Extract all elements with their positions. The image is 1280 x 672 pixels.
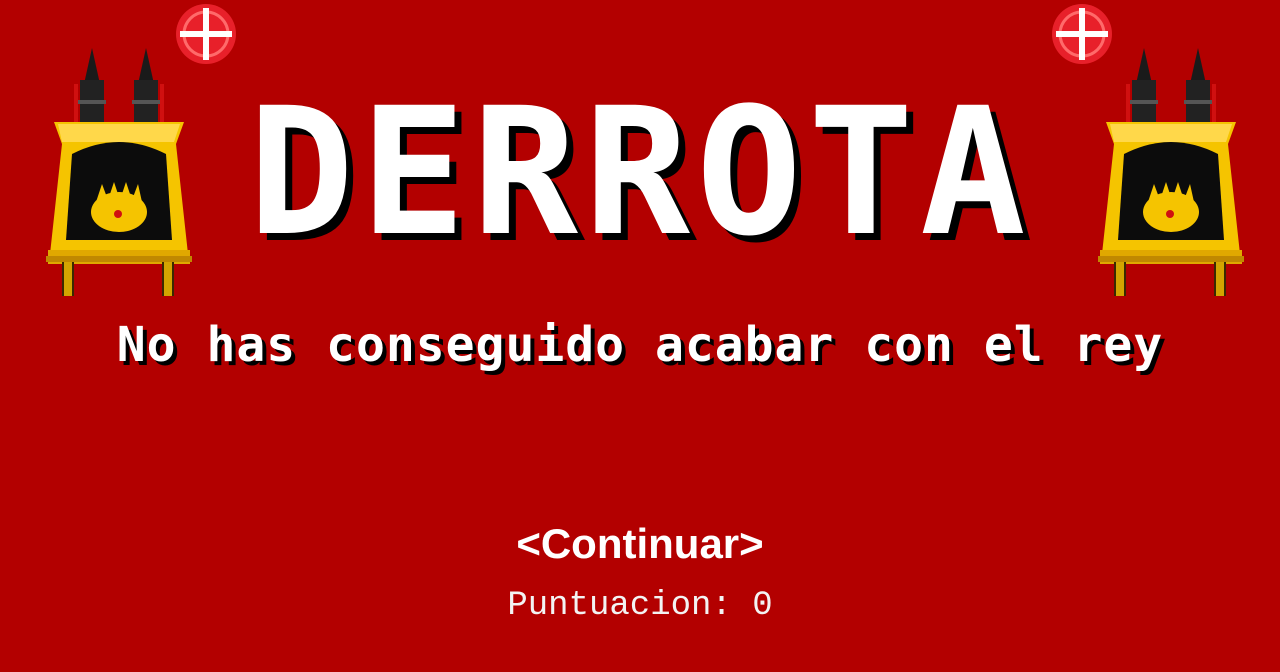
defeat-title: DERROTA [248, 70, 1032, 275]
defeat-subtitle: No has conseguido acabar con el rey [116, 317, 1164, 373]
continue-button[interactable]: <Continuar> [516, 520, 764, 567]
score-display [0, 584, 1280, 628]
score-value: 0 [752, 587, 773, 625]
score-label: Puntuacion: [507, 587, 732, 625]
